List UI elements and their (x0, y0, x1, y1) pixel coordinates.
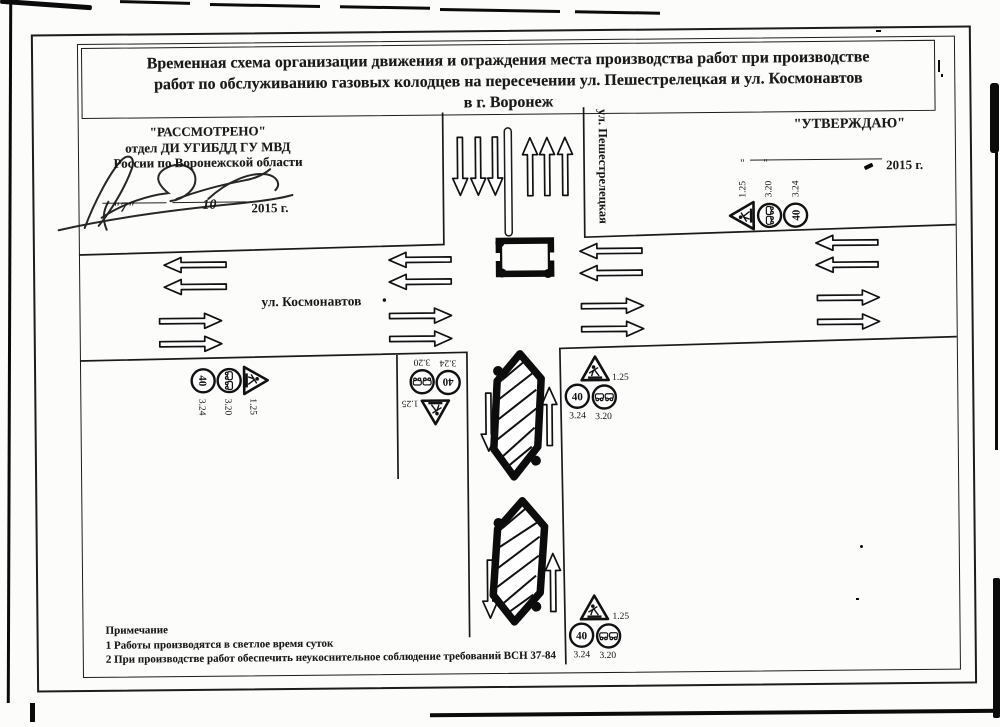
sign-label-3-24: 3.24 (569, 411, 586, 422)
notes-heading: Примечание (105, 624, 168, 637)
sign-label-3-20: 3.20 (595, 411, 612, 423)
notes-item-1: 1 Работы производятся в светлое время суток (105, 637, 334, 652)
work-zone-2 (492, 501, 545, 622)
speed-limit-value: 40 (790, 209, 803, 221)
sign-cluster-west-arm (192, 367, 268, 416)
sign-label-3-24: 3.24 (196, 398, 207, 416)
sign-cluster-south-lower (570, 595, 630, 661)
sign-label-3-20: 3.20 (764, 180, 775, 198)
reviewed-line2: отдел ДИ УГИБДД ГУ МВД (125, 138, 291, 156)
ink-speck-2 (941, 74, 943, 77)
sign-label-3-24: 3.24 (439, 357, 457, 368)
sign-cluster-southwest-inverted (401, 356, 460, 424)
scan-blob-right-lower (993, 578, 1000, 718)
sign-label-1-25: 1.25 (247, 398, 258, 416)
approved-date-year: 2015 г. (886, 156, 924, 173)
title-line-2: работ по обслуживанию газовых колодцев на пересечении ул. Пешестрелецкая и ул. Космонавтов (153, 69, 863, 94)
work-zone-1 (493, 354, 542, 477)
speed-limit-value: 40 (571, 391, 583, 404)
ink-speck-5 (856, 598, 859, 600)
sign-label-1-25: 1.25 (738, 180, 749, 198)
ink-speck-1 (938, 60, 940, 72)
sign-label-3-20: 3.20 (413, 356, 431, 367)
median-island (504, 128, 512, 236)
street-label-kosmonavtov: ул. Космонавтов (261, 293, 362, 310)
sign-cluster-east-arm (730, 180, 807, 229)
notes-item-2: 2 При производстве работ обеспечить неукоснительное соблюдение требований ВСН 37-84 (105, 649, 557, 666)
sign-label-3-20: 3.20 (599, 650, 617, 662)
sign-label-3-24: 3.24 (791, 180, 802, 198)
sign-label-3-20: 3.20 (222, 398, 233, 416)
sign-label-1-25: 1.25 (401, 397, 419, 408)
reviewed-heading: "РАССМОТРЕНО" (149, 123, 266, 140)
street-label-peshestreletskaya: ул. Пешестрелецкая (595, 108, 611, 224)
title-line-3: в г. Воронеж (463, 93, 554, 112)
reviewed-date-month: 10 (202, 197, 217, 213)
speed-limit-value: 40 (576, 630, 588, 643)
speed-limit-value: 40 (196, 375, 209, 387)
sign-cluster-south-upper (565, 356, 629, 422)
scan-line-right (995, 150, 998, 450)
notes-block (105, 619, 556, 667)
ink-speck-3 (876, 30, 881, 32)
sign-label-3-24: 3.24 (573, 650, 591, 661)
title-line-1: Временная схема организации движения и ограждения места производства работ при производстве (146, 48, 870, 73)
reviewed-line3: России по Воронежской области (113, 154, 303, 171)
sign-label-1-25: 1.25 (612, 611, 630, 622)
work-site-center-fence (493, 238, 557, 279)
reviewed-date-day: "7" (112, 200, 136, 216)
sign-label-1-25: 1.25 (612, 372, 629, 383)
scan-blob-right-upper (990, 83, 999, 153)
speed-limit-value: 40 (442, 375, 454, 388)
scan-mark-bottom-left (30, 703, 35, 722)
ink-dot (383, 298, 386, 301)
ink-speck-4 (860, 545, 863, 548)
approved-quotes: " " (740, 157, 776, 170)
approved-heading: "УТВЕРЖДАЮ" (793, 116, 906, 133)
reviewed-date-year: 2015 г. (251, 200, 289, 216)
